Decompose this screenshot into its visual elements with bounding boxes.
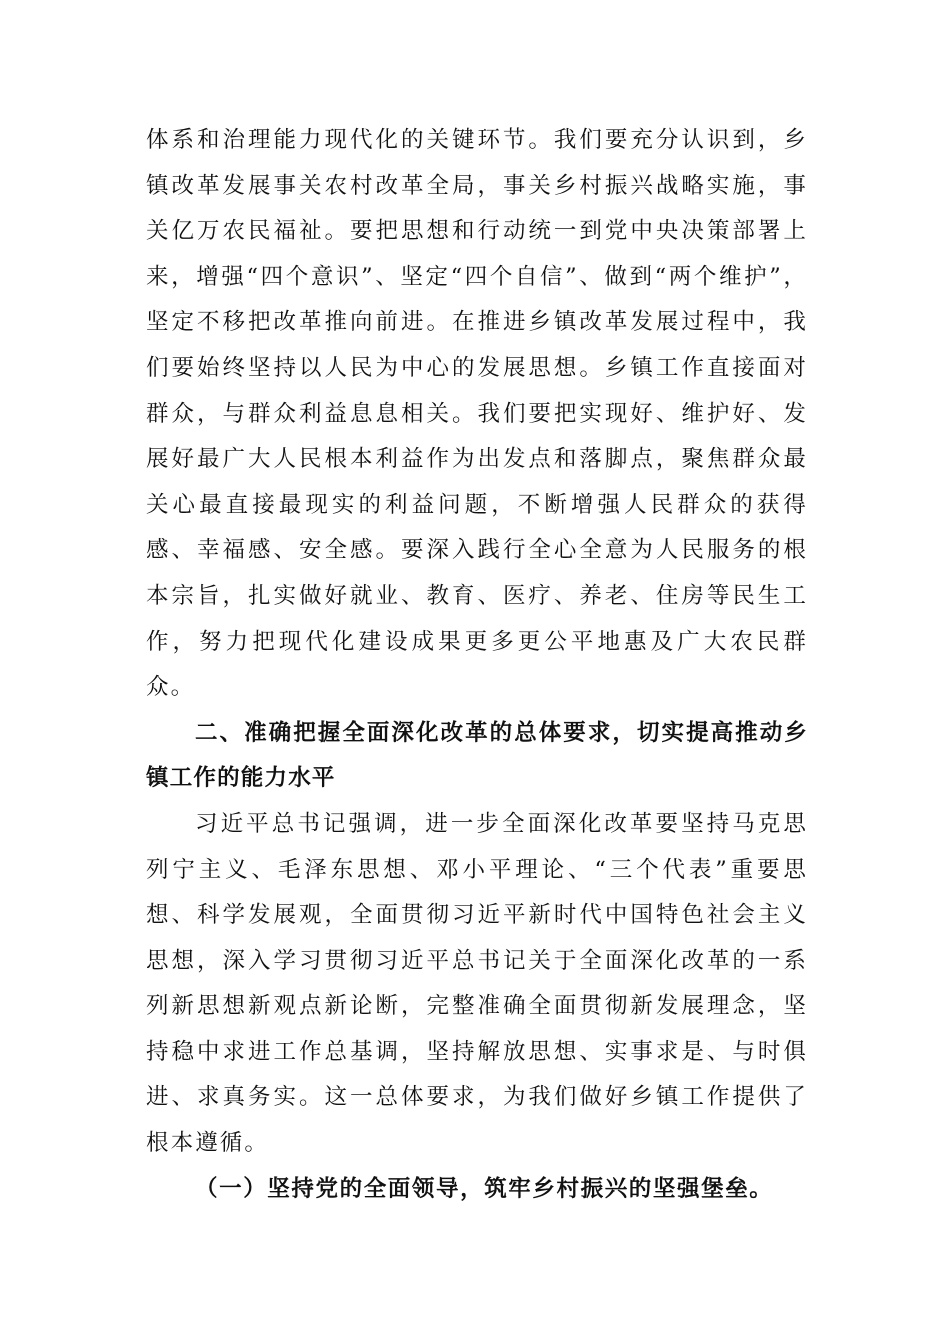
body-paragraph: 体系和治理能力现代化的关键环节。我们要充分认识到，乡镇改革发展事关农村改革全局，事关乡村振兴战略实施，事关亿万农民福祉。要把思想和行动统一到党中央决策部署上来，增强“四个意识”、坚定“四个自信”、做到“两个维护”，坚定不移把改革推向前进。在推进乡镇改革发展过程中，我们要始终坚持以人民为中心的发展思想。乡镇工作直接面对群众，与群众利益息息相关。我们要把实现好、维护好、发展好最广大人民根本利益作为出发点和落脚点，聚焦群众最关心最直接最现实的利益问题，不断增强人民群众的获得感、幸福感、安全感。要深入践行全心全意为人民服务的根本宗旨，扎实做好就业、教育、医疗、养老、住房等民生工作，努力把现代化建设成果更多更公平地惠及广大农民群众。 [146,127,808,701]
subsection-heading: （一）坚持党的全面领导，筑牢乡村振兴的坚强堡垒。 [195,1175,774,1202]
body-paragraph: 习近平总书记强调，进一步全面深化改革要坚持马克思列宁主义、毛泽东思想、邓小平理论、“三个代表”重要思想、科学发展观，全面贯彻习近平新时代中国特色社会主义思想，深入学习贯彻习近平总书记关于全面深化改革的一系列新思想新观点新论断，完整准确全面贯彻新发展理念，坚持稳中求进工作总基调，坚持解放思想、实事求是、与时俱进、求真务实。这一总体要求，为我们做好乡镇工作提供了根本遵循。 [146,810,808,1157]
document-body [146,118,808,1212]
section-heading: 二、准确把握全面深化改革的总体要求，切实提高推动乡镇工作的能力水平 [146,719,808,792]
